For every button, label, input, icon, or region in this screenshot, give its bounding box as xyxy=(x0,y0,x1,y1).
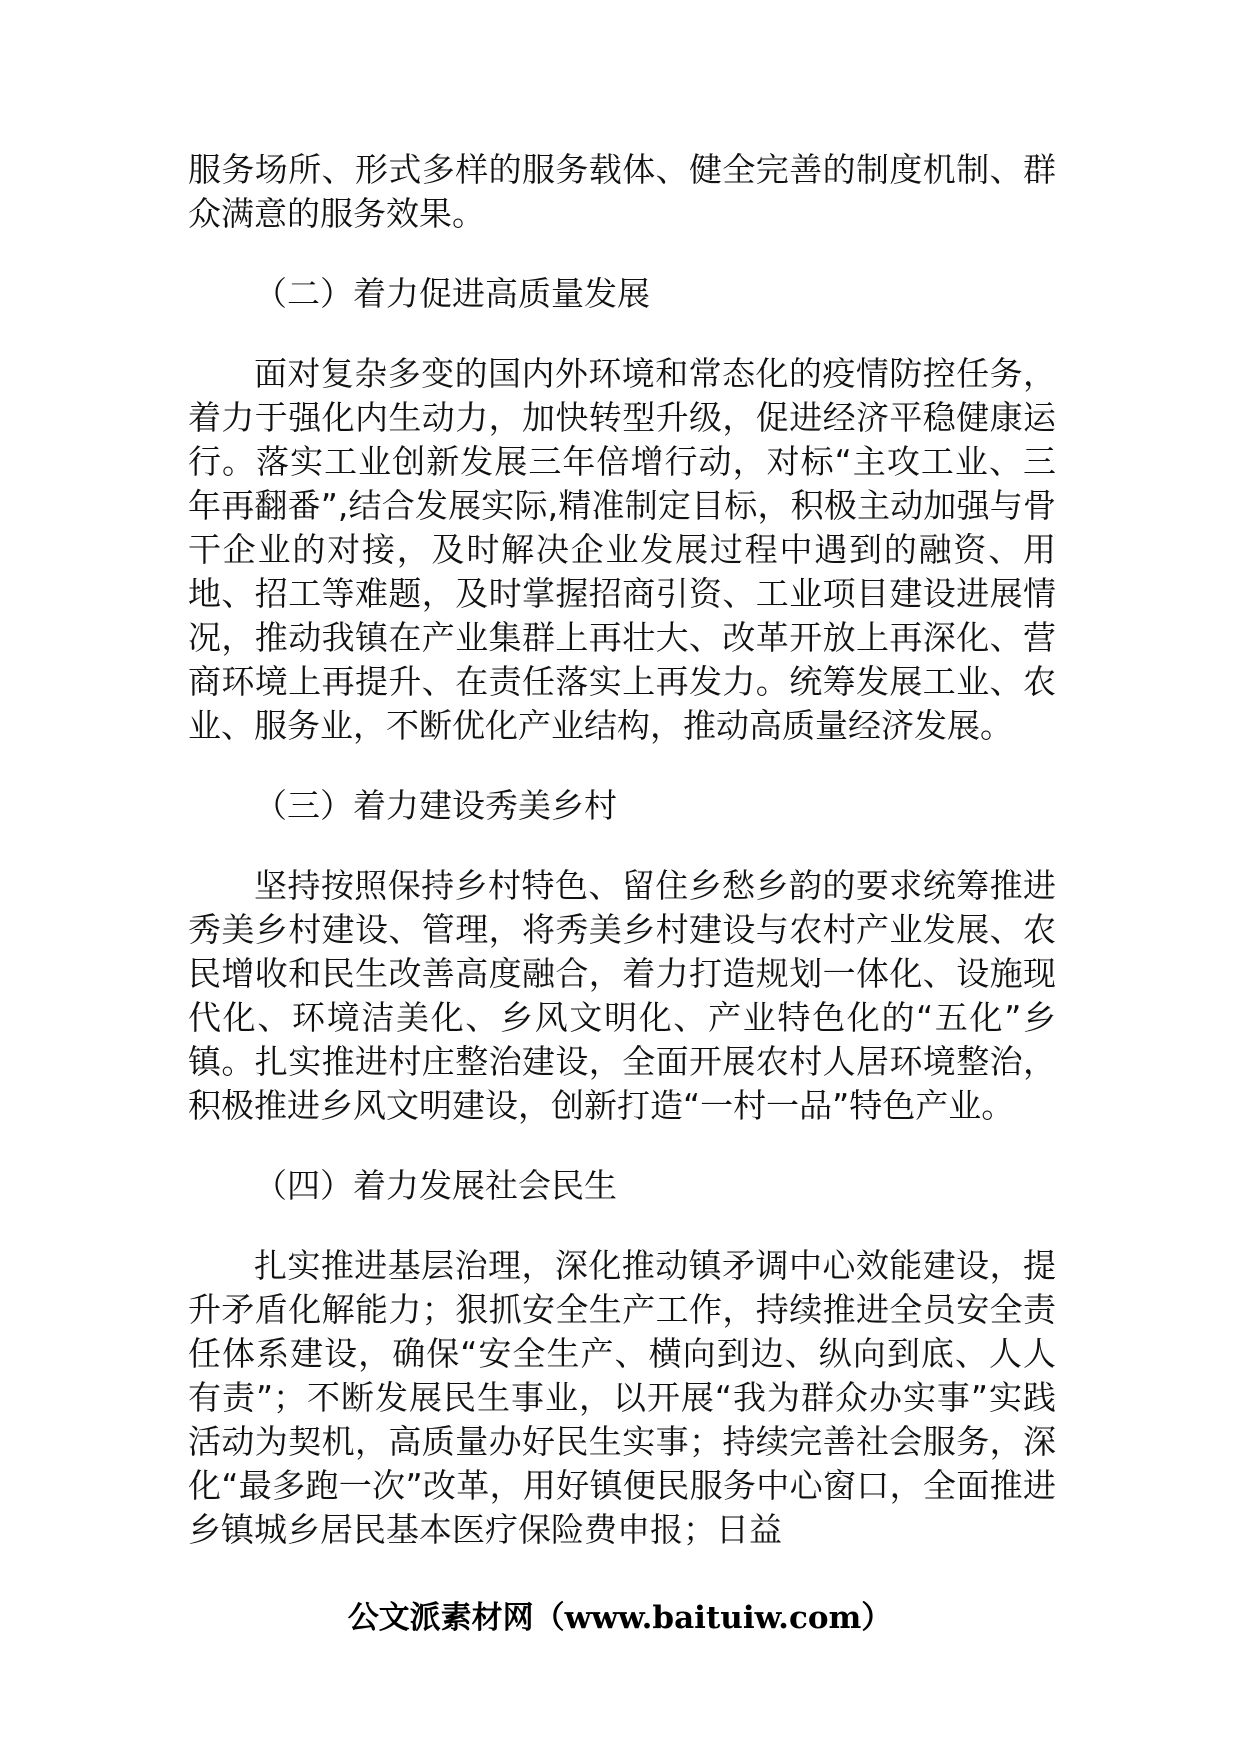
section-heading-3: （三）着力建设秀美乡村 xyxy=(254,786,617,825)
section-heading-2: （二）着力促进高质量发展 xyxy=(254,274,650,313)
paragraph-beautiful-countryside: 坚持按照保持乡村特色、留住乡愁乡韵的要求统筹推进秀美乡村建设、管理，将秀美乡村建设与农村产业发展、农民增收和民生改善高度融合，着力打造规划一体化、设施现代化、环境洁美化、乡风文明化、产业特色化的“五化”乡镇。扎实推进村庄整治建设，全面开展农村人居环境整治，积极推进乡风文明建设，创新打造“一村一品”特色产业。 xyxy=(188,866,1056,1125)
section-heading-4: （四）着力发展社会民生 xyxy=(254,1166,617,1205)
paragraph-continuation: 服务场所、形式多样的服务载体、健全完善的制度机制、群众满意的服务效果。 xyxy=(188,150,1056,233)
paragraph-social-livelihood: 扎实推进基层治理，深化推动镇矛调中心效能建设，提升矛盾化解能力；狠抓安全生产工作，持续推进全员安全责任体系建设，确保“安全生产、横向到边、纵向到底、人人有责”；不断发展民生事业，以开展“我为群众办实事”实践活动为契机，高质量办好民生实事；持续完善社会服务，深化“最多跑一次”改革，用好镇便民服务中心窗口，全面推进乡镇城乡居民基本医疗保险费申报；日益 xyxy=(188,1246,1056,1549)
page-footer-watermark: 公文派素材网（www.baituiw.com） xyxy=(347,1600,893,1636)
document-body xyxy=(188,148,1056,1552)
paragraph-high-quality-development: 面对复杂多变的国内外环境和常态化的疫情防控任务，着力于强化内生动力，加快转型升级，促进经济平稳健康运行。落实工业创新发展三年倍增行动，对标“主攻工业、三年再翻番”,结合发展实际,精准制定目标，积极主动加强与骨干企业的对接，及时解决企业发展过程中遇到的融资、用地、招工等难题，及时掌握招商引资、工业项目建设进展情况，推动我镇在产业集群上再壮大、改革开放上再深化、营商环境上再提升、在责任落实上再发力。统筹发展工业、农业、服务业，不断优化产业结构，推动高质量经济发展。 xyxy=(188,354,1056,745)
